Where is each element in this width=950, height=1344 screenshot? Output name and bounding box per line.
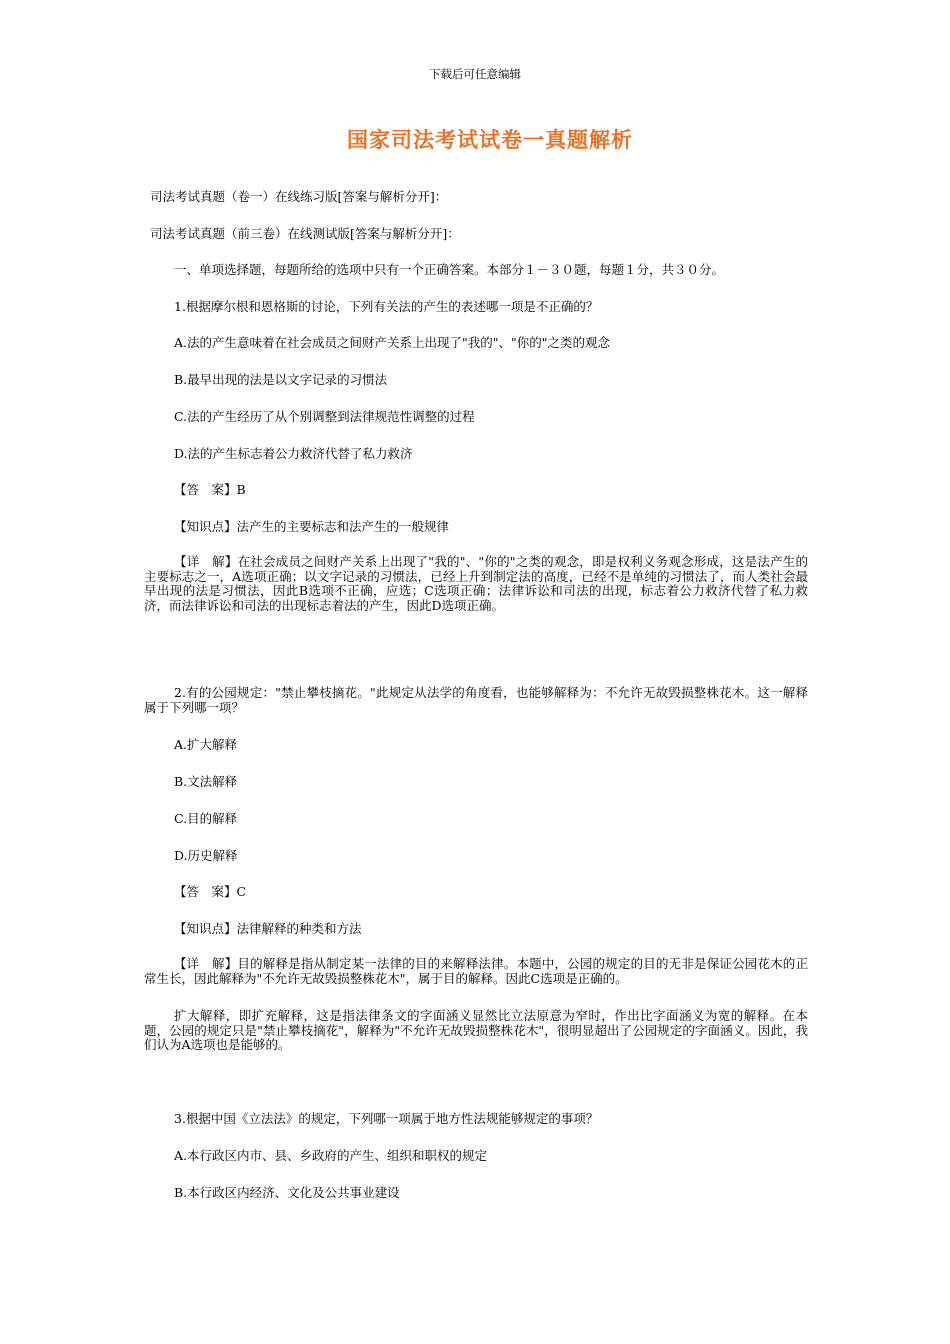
q1-option-b: B.最早出现的法是以文字记录的习惯法 — [174, 372, 388, 387]
intro-line-1: 司法考试真题（卷一）在线练习版[答案与解析分开]： — [150, 189, 448, 204]
q1-answer: 【答 案】B — [174, 482, 246, 497]
q3-option-a: A.本行政区内市、县、乡政府的产生、组织和职权的规定 — [174, 1148, 488, 1163]
q2-option-d: D.历史解释 — [174, 848, 238, 863]
q1-question: 1.根据摩尔根和恩格斯的讨论，下列有关法的产生的表述哪一项是不正确的？ — [174, 299, 599, 314]
q1-option-c: C.法的产生经历了从个别调整到法律规范性调整的过程 — [174, 409, 475, 424]
q3-question: 3.根据中国《立法法》的规定，下列哪一项属于地方性法规能够规定的事项？ — [174, 1111, 599, 1126]
q2-option-b: B.文法解释 — [174, 774, 238, 789]
q2-explanation-extended: 扩大解释，即扩充解释，这是指法律条文的字面涵义显然比立法原意为窄时，作出比字面涵义为宽的解释。在本题，公园的规定只是"禁止攀枝摘花"，解释为"不允许无故毁损整株花木"，很明显超出了公园规定的字面涵义。因此，我们认为A选项也是能够的。 — [144, 1008, 808, 1053]
document-title: 国家司法考试试卷一真题解析 — [347, 127, 633, 152]
section-heading: 一、单项选择题，每题所给的选项中只有一个正确答案。本部分１－３０题，每题１分，共３０分。 — [174, 262, 725, 277]
intro-line-2: 司法考试真题（前三卷）在线测试版[答案与解析分开]： — [150, 226, 460, 241]
q3-option-b: B.本行政区内经济、文化及公共事业建设 — [174, 1185, 400, 1200]
q2-explanation: 【详 解】目的解释是指从制定某一法律的目的来解释法律。本题中，公园的规定的目的无非是保证公园花木的正常生长，因此解释为"不允许无故毁损整株花木"，属于目的解释。因此C选项是正确的。 — [144, 956, 808, 986]
header-note: 下载后可任意编辑 — [429, 67, 521, 81]
q2-question: 2.有的公园规定："禁止攀枝摘花。"此规定从法学的角度看，也能够解释为：不允许无故毁损整株花木。这一解释属于下列哪一项？ — [144, 685, 808, 715]
q1-option-a: A.法的产生意味着在社会成员之间财产关系上出现了"我的"、"你的"之类的观念 — [174, 335, 610, 350]
q2-knowledge-point: 【知识点】法律解释的种类和方法 — [174, 921, 362, 936]
q2-answer: 【答 案】C — [174, 884, 247, 899]
q2-option-c: C.目的解释 — [174, 811, 238, 826]
q1-explanation: 【详 解】在社会成员之间财产关系上出现了"我的"、"你的"之类的观念，即是权利义务观念形成，这是法产生的主要标志之一，A选项正确；以文字记录的习惯法，已经上升到制定法的高度，已经不是单纯的习惯法了，而人类社会最早出现的法是习惯法，因此B选项不正确，应选；C选项正确；法律诉讼和司法的出现，标志着公力救济代替了私力救济，而法律诉讼和司法的出现标志着法的产生，因此D选项正确。 — [144, 554, 808, 613]
q2-option-a: A.扩大解释 — [174, 737, 238, 752]
q1-option-d: D.法的产生标志着公力救济代替了私力救济 — [174, 446, 413, 461]
q1-knowledge-point: 【知识点】法产生的主要标志和法产生的一般规律 — [174, 519, 450, 534]
